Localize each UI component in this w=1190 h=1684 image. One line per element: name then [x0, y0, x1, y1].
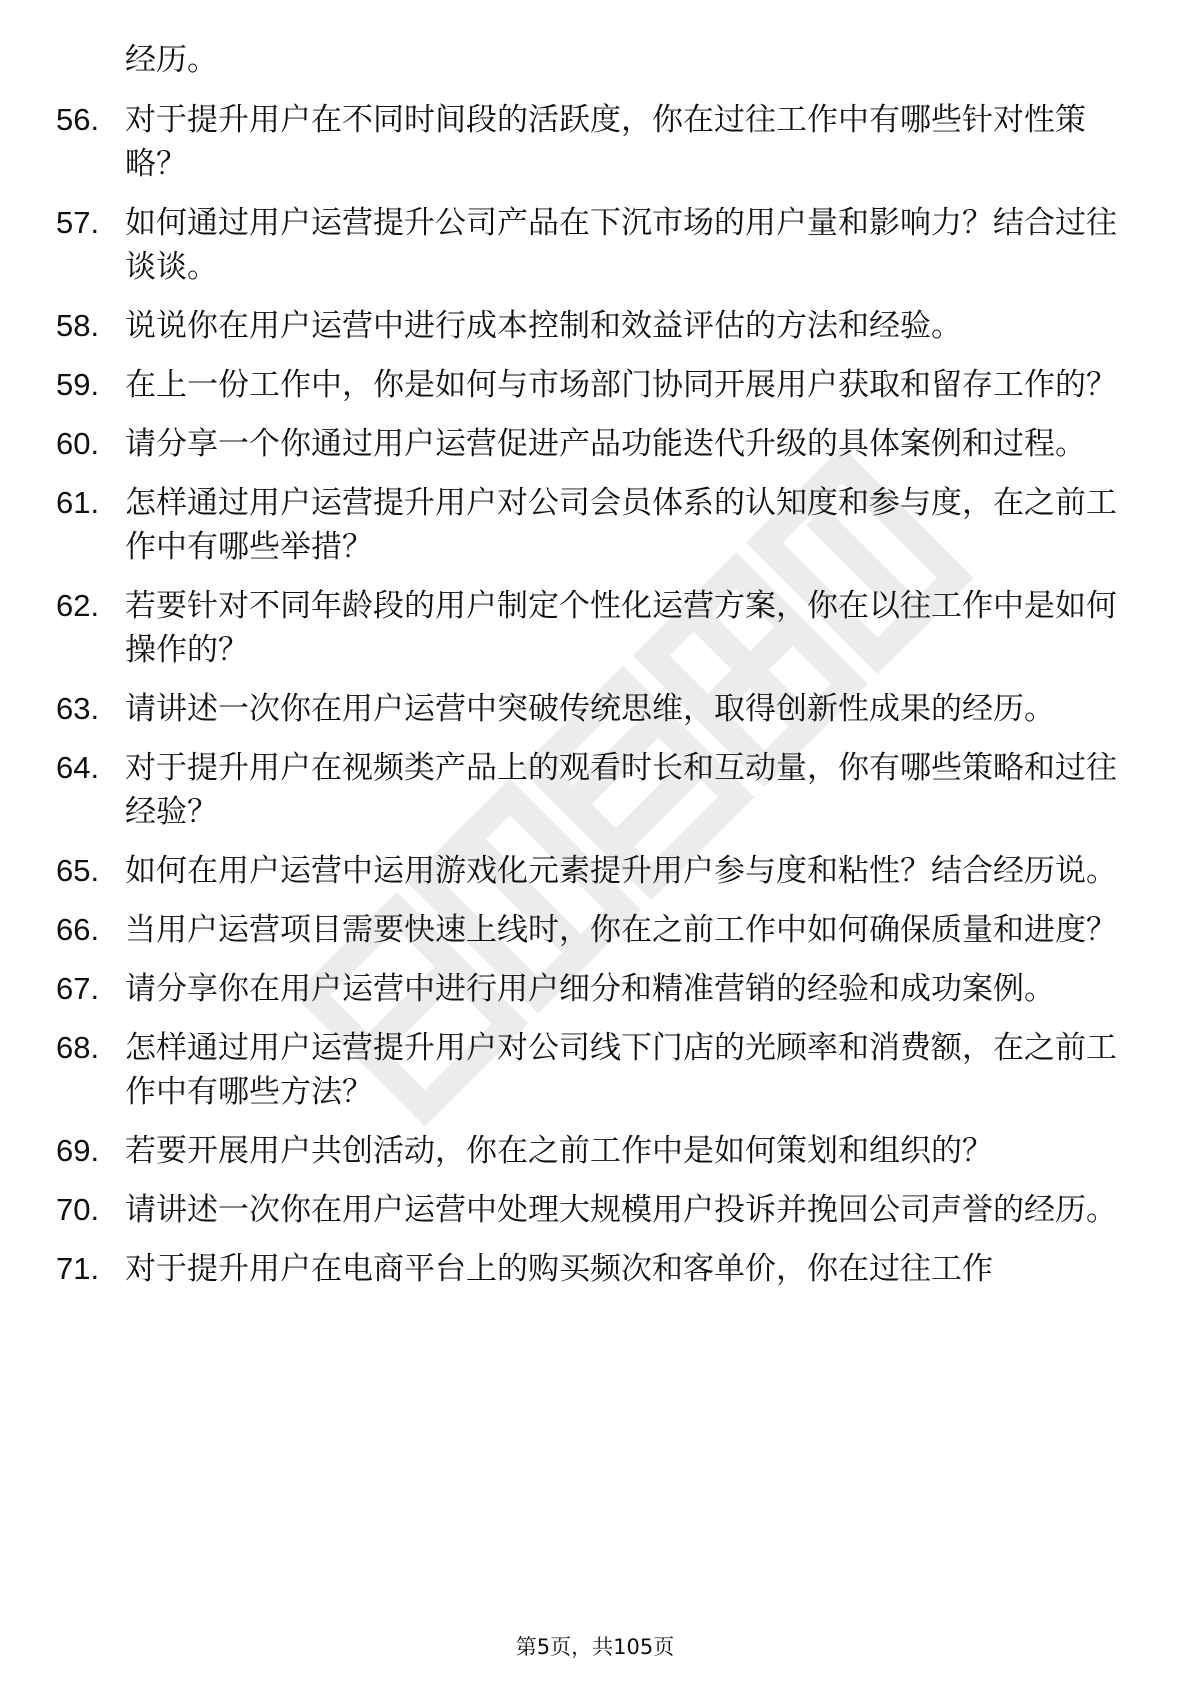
question-number: 57. — [56, 205, 100, 240]
question-item — [0, 422, 1190, 466]
question-item — [0, 304, 1190, 348]
question-text: 若要开展用户共创活动，你在之前工作中是如何策划和组织的？ — [125, 1133, 993, 1169]
question-text: 说说你在用户运营中进行成本控制和效益评估的方法和经验。 — [125, 308, 962, 344]
question-item — [0, 849, 1190, 893]
question-item — [0, 908, 1190, 952]
question-number: 62. — [56, 588, 100, 623]
question-number: 70. — [56, 1192, 100, 1227]
question-item — [0, 584, 1190, 672]
question-item — [0, 1026, 1190, 1114]
question-item — [0, 98, 1190, 186]
page-content — [0, 38, 1190, 1306]
question-number: 60. — [56, 426, 100, 461]
question-text: 怎样通过用户运营提升用户对公司线下门店的光顾率和消费额，在之前工作中有哪些方法？ — [125, 1030, 1117, 1110]
question-number: 66. — [56, 912, 100, 947]
question-item — [0, 1247, 1190, 1291]
page-footer: 第5页，共105页 — [515, 1635, 675, 1659]
question-number: 69. — [56, 1133, 100, 1168]
question-text: 在上一份工作中，你是如何与市场部门协同开展用户获取和留存工作的？ — [125, 367, 1117, 403]
lead-text: 经历。 — [125, 42, 218, 78]
question-item — [0, 746, 1190, 834]
question-text: 若要针对不同年龄段的用户制定个性化运营方案，你在以往工作中是如何操作的？ — [125, 588, 1117, 668]
question-number: 64. — [56, 750, 100, 785]
question-number: 63. — [56, 691, 100, 726]
question-number: 71. — [56, 1251, 100, 1286]
question-number: 65. — [56, 853, 100, 888]
question-item — [0, 363, 1190, 407]
question-text: 对于提升用户在电商平台上的购买频次和客单价，你在过往工作 — [125, 1251, 993, 1287]
question-text: 怎样通过用户运营提升用户对公司会员体系的认知度和参与度，在之前工作中有哪些举措？ — [125, 485, 1117, 565]
question-text: 当用户运营项目需要快速上线时，你在之前工作中如何确保质量和进度？ — [125, 912, 1117, 948]
question-text: 请分享你在用户运营中进行用户细分和精准营销的经验和成功案例。 — [125, 971, 1055, 1007]
question-item — [0, 481, 1190, 569]
question-number: 58. — [56, 308, 100, 343]
question-text: 请讲述一次你在用户运营中突破传统思维，取得创新性成果的经历。 — [125, 691, 1055, 727]
question-item — [0, 1188, 1190, 1232]
question-text: 如何在用户运营中运用游戏化元素提升用户参与度和粘性？结合经历说。 — [125, 853, 1117, 889]
question-text: 请讲述一次你在用户运营中处理大规模用户投诉并挽回公司声誉的经历。 — [125, 1192, 1117, 1228]
question-number: 61. — [56, 485, 100, 520]
question-list — [0, 98, 1190, 1291]
question-text: 对于提升用户在不同时间段的活跃度，你在过往工作中有哪些针对性策略？ — [125, 102, 1086, 182]
question-number: 59. — [56, 367, 100, 402]
question-number: 68. — [56, 1030, 100, 1065]
question-item — [0, 201, 1190, 289]
question-text: 请分享一个你通过用户运营促进产品功能迭代升级的具体案例和过程。 — [125, 426, 1086, 462]
question-item — [0, 967, 1190, 1011]
question-item — [0, 1129, 1190, 1173]
question-text: 如何通过用户运营提升公司产品在下沉市场的用户量和影响力？结合过往谈谈。 — [125, 205, 1117, 285]
question-number: 67. — [56, 971, 100, 1006]
question-item — [0, 687, 1190, 731]
question-text: 对于提升用户在视频类产品上的观看时长和互动量，你有哪些策略和过往经验？ — [125, 750, 1117, 830]
question-number: 56. — [56, 102, 100, 137]
